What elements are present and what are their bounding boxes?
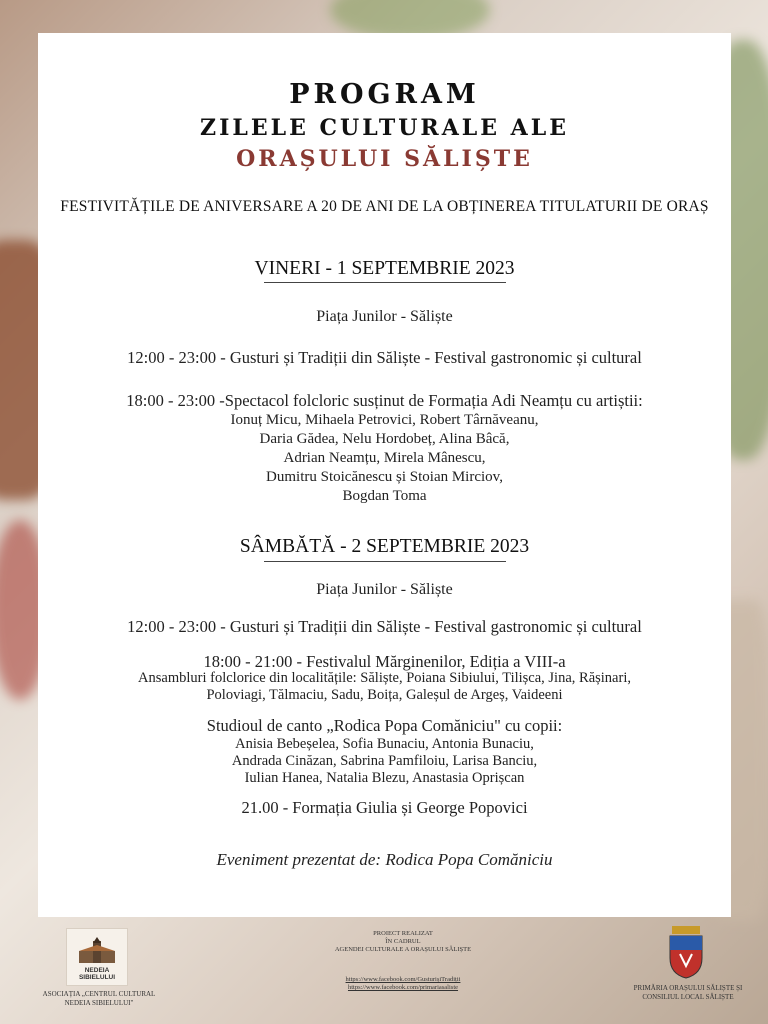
program-title: PROGRAM: [289, 79, 480, 110]
town-crest-icon: [666, 924, 706, 980]
day1-artists: [38, 411, 731, 506]
day1-underline: [264, 282, 506, 283]
artist-line: Dumitru Stoicănescu și Stoian Mirciov,: [266, 469, 503, 485]
day2-ensembles: [38, 670, 731, 704]
day2-event-concert: 21.00 - Formația Giulia și George Popovici: [241, 798, 528, 817]
day1-location: Piața Junilor - Săliște: [316, 308, 453, 325]
day1-date: VINERI - 1 SEPTEMBRIE 2023: [254, 258, 515, 279]
church-icon: [75, 937, 119, 963]
day2-children: [38, 736, 731, 787]
day2-event-gastronomy: 12:00 - 23:00 - Gusturi și Tradiții din Săliște - Festival gastronomic și cultural: [127, 617, 642, 636]
artist-line: Adrian Neamțu, Mirela Mânescu,: [283, 450, 486, 466]
anniversary-subtitle: FESTIVITĂȚILE DE ANIVERSARE A 20 DE ANI DE LA OBȚINEREA TITULATURII DE ORAȘ: [60, 198, 709, 215]
day2-date: SÂMBĂTĂ - 2 SEPTEMBRIE 2023: [239, 536, 530, 557]
ensemble-line: Poloviagi, Tălmaciu, Sadu, Boița, Galeșul de Argeș, Vaideeni: [206, 687, 563, 703]
nedeia-logo: [66, 928, 128, 986]
credit-line: ÎN CADRUL: [385, 938, 421, 945]
day2-studio: Studioul de canto „Rodica Popa Comăniciu" cu copii:: [206, 716, 563, 735]
artist-line: Daria Gădea, Nelu Hordobeț, Alina Bâcă,: [259, 431, 510, 447]
day1-event-gastronomy: 12:00 - 23:00 - Gusturi și Tradiții din Săliște - Festival gastronomic și cultural: [127, 348, 642, 367]
artist-line: Bogdan Toma: [342, 488, 427, 504]
association-caption: ASOCIAȚIA „CENTRUL CULTURAL NEDEIA SIBIELULUI": [42, 990, 156, 1007]
credit-line: PROIECT REALIZAT: [373, 930, 433, 937]
nedeia-logo-text: NEDEIA SIBIELULUI: [78, 967, 116, 981]
day2-underline: [264, 561, 506, 562]
ensemble-line: Ansambluri folclorice din localitățile: Săliște, Poiana Sibiului, Tilișca, Jina, Rășinari,: [138, 670, 631, 686]
day1-event-folk-show: 18:00 - 23:00 -Spectacol folcloric susținut de Formația Adi Neamțu cu artiștii:: [126, 391, 643, 410]
child-line: Anisia Bebeșelea, Sofia Bunaciu, Antonia Bunaciu,: [235, 736, 534, 752]
child-line: Iulian Hanea, Natalia Blezu, Anastasia Oprișcan: [244, 770, 525, 786]
town-hall-caption: PRIMĂRIA ORAȘULUI SĂLIȘTE ȘI CONSILIUL LOCAL SĂLIȘTE: [633, 984, 743, 1001]
credit-line: AGENDEI CULTURALE A ORAȘULUI SĂLIȘTE: [334, 946, 472, 953]
child-line: Andrada Cinăzan, Sabrina Pamfiloiu, Larisa Banciu,: [231, 753, 538, 769]
program-panel: [38, 33, 731, 917]
town-title: ORAȘULUI SĂLIȘTE: [236, 146, 533, 172]
presenter-line: Eveniment prezentat de: Rodica Popa Comăniciu: [216, 850, 553, 869]
artist-line: Ionuț Micu, Mihaela Petrovici, Robert Târnăveanu,: [230, 412, 539, 428]
day2-event-festival: 18:00 - 21:00 - Festivalul Mărginenilor, Ediția a VIII-a: [203, 652, 566, 671]
facebook-link-primaria[interactable]: https://www.facebook.com/primariasaliste: [347, 984, 459, 991]
facebook-link-gusturi[interactable]: https://www.facebook.com/GusturișiTradiții: [345, 976, 461, 983]
day2-location: Piața Junilor - Săliște: [316, 581, 453, 598]
project-credits: [318, 930, 488, 992]
program-subtitle-line: ZILELE CULTURALE ALE: [200, 115, 569, 141]
